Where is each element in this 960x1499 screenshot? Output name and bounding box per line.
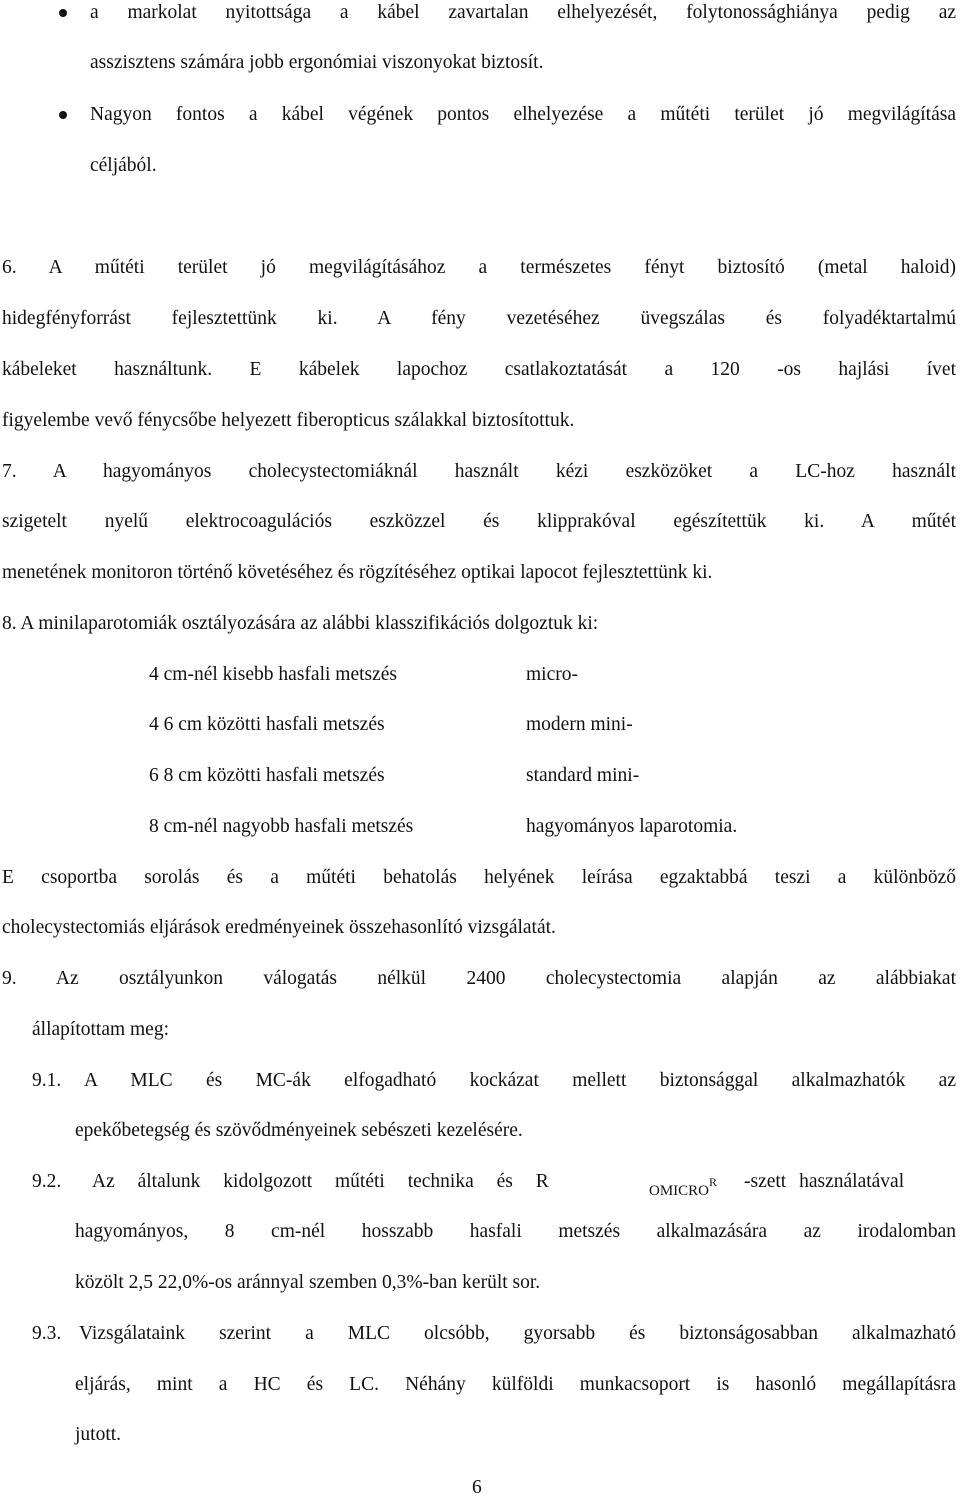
item-6-line-3: kábeleket használtunk. E kábelek lapochoz csatlakoztatását a 120 -os hajlási ívet [2,359,956,380]
page-number: 6 [472,1477,482,1498]
subitem-number: 9.3. [32,1323,62,1344]
registered-mark: R [709,1175,718,1189]
item-9-line-1: 9. Az osztályunkon válogatás nélkül 2400 cholecystectomia alapján az alábbiakat [2,968,956,989]
item-6-line-4: figyelembe vevő fénycsőbe helyezett fiberopticus szálakkal biztosítottuk. [2,410,575,431]
classification-incision: 4 6 cm közötti hasfali metszés [149,714,385,735]
item-8-intro: 8. A minilaparotomiák osztályozására az alábbi klasszifikációs dolgoztuk ki: [2,613,599,634]
classification-category: modern mini- [526,714,633,735]
item-8-after-line-1: E csoportba sorolás és a műtéti behatolás helyének leírása egzaktabbá teszi a különböző [2,867,956,888]
bullet-1-line-2: asszisztens számára jobb ergonómiai viszonyokat biztosít. [90,52,544,73]
romicro-smallcaps: OMICRO [649,1183,710,1199]
subitem-9-2-line-3: közölt 2,5 22,0%-os aránnyal szemben 0,3%-ban került sor. [75,1272,541,1293]
subitem-9-2-line-2: hagyományos, 8 cm-nél hosszabb hasfali metszés alkalmazására az irodalomban [75,1221,956,1242]
bullet-2-line-2: céljából. [90,155,157,176]
item-7-line-1: 7. A hagyományos cholecystectomiáknál használt kézi eszközöket a LC-hoz használt [2,461,956,482]
classification-incision: 4 cm-nél kisebb hasfali metszés [149,664,398,685]
subitem-9-2-line-1-pre: Az általunk kidolgozott műtéti technika és R [92,1171,549,1192]
subitem-9-1-line-2: epekőbetegség és szövődményeinek sebészeti kezelésére. [75,1120,523,1141]
classification-incision: 6 8 cm közötti hasfali metszés [149,765,385,786]
bullet-dot [59,111,67,119]
subitem-number: 9.2. [32,1171,62,1192]
item-8-after-line-2: cholecystectomiás eljárások eredményeinek összehasonlító vizsgálatát. [2,917,556,938]
subitem-9-2-line-1-post: -szett használatával [744,1171,905,1192]
classification-incision: 8 cm-nél nagyobb hasfali metszés [149,816,414,837]
item-6-line-1: 6. A műtéti terület jó megvilágításához a természetes fényt biztosító (metal haloid) [2,257,956,278]
classification-category: standard mini- [526,765,640,786]
subitem-9-1-line-1: A MLC és MC-ák elfogadható kockázat mellett biztonsággal alkalmazhatók az [84,1070,956,1091]
bullet-1-line-1: a markolat nyitottsága a kábel zavartalan elhelyezését, folytonossághiánya pedig az [90,2,956,23]
item-7-line-3: menetének monitoron történő követéséhez és rögzítéséhez optikai lapocot fejlesztettünk ki. [2,562,713,583]
item-7-line-2: szigetelt nyelű elektrocoagulációs eszközzel és klipprakóval egészítettük ki. A műtét [2,511,956,532]
classification-category: micro- [526,664,578,685]
bullet-2-line-1: Nagyon fontos a kábel végének pontos elhelyezése a műtéti terület jó megvilágítása [90,104,956,125]
subitem-number: 9.1. [32,1070,62,1091]
subitem-9-3-line-3: jutott. [75,1424,122,1445]
romicro-brand [649,1176,717,1199]
item-6-line-2: hidegfényforrást fejlesztettünk ki. A fény vezetéséhez üvegszálas és folyadéktartalmú [2,308,956,329]
subitem-9-3-line-1: Vizsgálataink szerint a MLC olcsóbb, gyorsabb és biztonságosabban alkalmazható [79,1323,956,1344]
classification-category: hagyományos laparotomia. [526,816,738,837]
subitem-9-3-line-2: eljárás, mint a HC és LC. Néhány külföldi munkacsoport is hasonló megállapításra [75,1374,956,1395]
item-9-line-2: állapítottam meg: [32,1019,170,1040]
bullet-dot [59,9,67,17]
